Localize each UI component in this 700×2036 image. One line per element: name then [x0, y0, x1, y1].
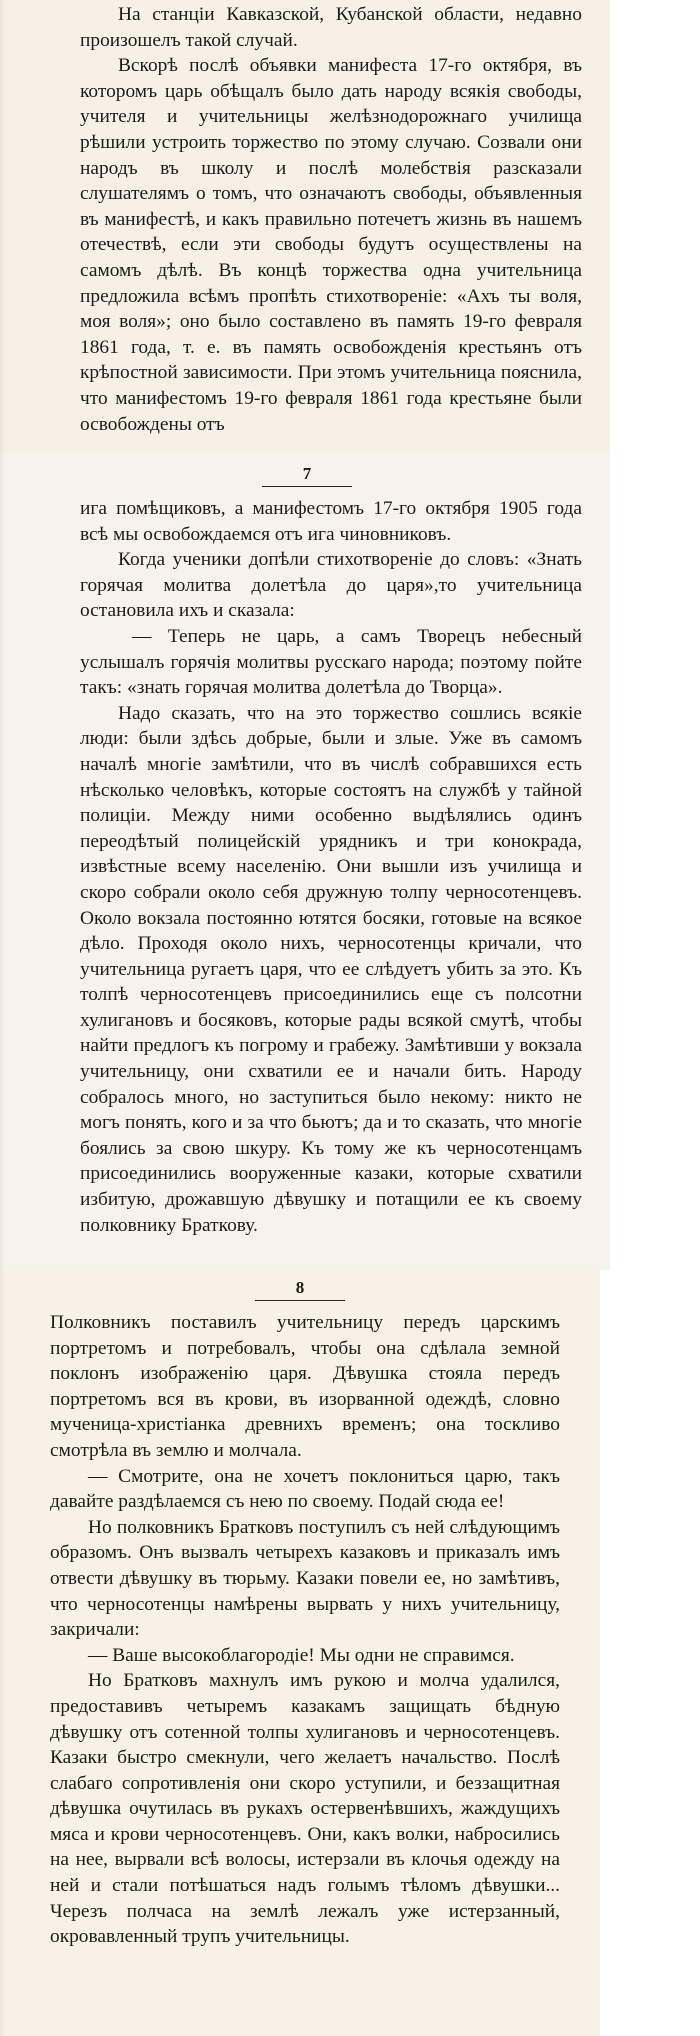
paragraph: Полковникъ поставилъ учительницу передъ царскимъ портретомъ и потребовалъ, чтобы она сдѣлала земной поклонъ изображенію царя. Дѣвушка стояла передъ портретомъ вся въ крови, въ изорванной одеждѣ, словно мученица-христіанка древнихъ временъ; она тоскливо смотрѣла въ землю и молчала. [50, 1312, 560, 1461]
paragraph: На станціи Кавказской, Кубанской области, недавно произошелъ такой случай. [80, 4, 582, 51]
margin [610, 0, 700, 1270]
paragraph: ига помѣщиковъ, а манифестомъ 17-го октября 1905 года всѣ мы освобождаемся отъ ига чиновниковъ. [80, 498, 582, 545]
paragraph: Когда ученики допѣли стихотвореніе до словъ: «Знать горячая молитва долетѣла до царя»,то учительница остановила ихъ и сказала: [80, 549, 582, 622]
page-1 [0, 0, 610, 452]
page-2 [0, 452, 610, 1270]
paragraph: Но полковникъ Братковъ поступилъ съ ней слѣдующимъ образомъ. Онъ вызвалъ четырехъ казаковъ и приказалъ имъ отвести дѣвушку въ тюрьму. Казаки повели ее, но замѣтивъ, что черносотенцы намѣрены вырвать у нихъ учительницу, закричали: [50, 1516, 560, 1641]
page-number: 7 [302, 464, 312, 483]
page-body [50, 1310, 560, 1950]
page-edge [0, 0, 6, 452]
page-number-rule [255, 1300, 345, 1301]
page-number: 8 [295, 1278, 305, 1297]
page-edge [0, 452, 6, 1270]
paragraph: — Теперь не царь, а самъ Творецъ небесный услышалъ горячія молитвы русскаго народа; поэтому пойте такъ: «знать горячая молитва долетѣла до Творца». [80, 625, 582, 699]
page-number-rule [262, 486, 352, 487]
paragraph: — Смотрите, она не хочетъ поклониться царю, такъ давайте раздѣлаемся съ нею по своему. Подай сюда ее! [50, 1465, 560, 1513]
paragraph: — Ваше высокоблагородіе! Мы одни не справимся. [88, 1644, 515, 1666]
page-body [80, 496, 582, 1238]
page-edge [0, 1270, 6, 2036]
paragraph: Надо сказать, что на это торжество сошлись всякіе люди: были здѣсь добрые, были и злые. Уже въ самомъ началѣ многіе замѣтили, что въ числѣ собравшихся есть нѣсколько человѣкъ, которые состоятъ на службѣ у тайной полиціи. Между ними особенно выдѣлялись одинъ переодѣтый полицейскій урядникъ и три конокрада, извѣстные всему населенію. Они вышли изъ училища и скоро собрали около себя дружную толпу черносотенцевъ. Около вокзала постоянно ютятся босяки, готовые на всякое дѣло. Проходя около нихъ, черносотенцы кричали, что учительница ругаетъ царя, что ее слѣдуетъ убить за это. Къ толпѣ черносотенцевъ присоединились еще съ полсотни хулигановъ и босяковъ, которые рады всякой смутѣ, чтобы найти предлогъ къ погрому и грабежу. Замѣтивши у вокзала учительницу, они схватили ее и начали бить. Народу собралось много, но заступиться было некому: никто не могъ понять, кого и за что бьютъ; да и то сказать, что многіе боялись за свою шкуру. Къ тому же къ черносотенцамъ присоединились вооруженные казаки, которые схватили избитую, дрожавшую дѣвушку и потащили ее къ своему полковнику Браткову. [80, 702, 582, 1236]
page-body [80, 2, 582, 437]
paragraph: Вскорѣ послѣ объявки манифеста 17-го октября, въ которомъ царь обѣщалъ было дать народу всякія свободы, учителя и учительницы желѣзнодорожнаго училища рѣшили устроить торжество по этому случаю. Созвали они народъ въ школу и послѣ молебствія разсказали слушателямъ о томъ, что означаютъ свободы, объявленныя въ манифестѣ, и какъ правильно потечетъ жизнь въ нашемъ отечествѣ, если эти свободы будутъ осуществлены на самомъ дѣлѣ. Въ концѣ торжества одна учительница предложила всѣмъ пропѣть стихотвореніе: «Ахъ ты воля, моя воля»; оно было составлено въ память 19-го февраля 1861 года, т. е. въ память освобожденія крестьянъ отъ крѣпостной зависимости. При этомъ учительница пояснила, что манифестомъ 19-го февраля 1861 года крестьяне были освобождены отъ [80, 55, 582, 435]
paragraph: Но Братковъ махнулъ имъ рукою и молча удалился, предоставивъ четыремъ казакамъ защищать бѣдную дѣвушку отъ сотенной толпы хулигановъ и черносотенцевъ. Казаки быстро смекнули, чего желаетъ начальство. Послѣ слабаго сопротивленія они скоро уступили, и беззащитная дѣвушка очутилась въ рукахъ остервенѣвшихъ, жаждущихъ мяса и крови черносотенцевъ. Они, какъ волки, набросились на нее, вырвали всѣ волосы, истерзали въ клочья одежду на ней и стали потѣшаться надъ голымъ тѣломъ дѣвушки... Черезъ полчаса на землѣ лежалъ уже истерзанный, окровавленный трупъ учительницы. [50, 1670, 560, 1948]
page-3 [0, 1270, 600, 2036]
